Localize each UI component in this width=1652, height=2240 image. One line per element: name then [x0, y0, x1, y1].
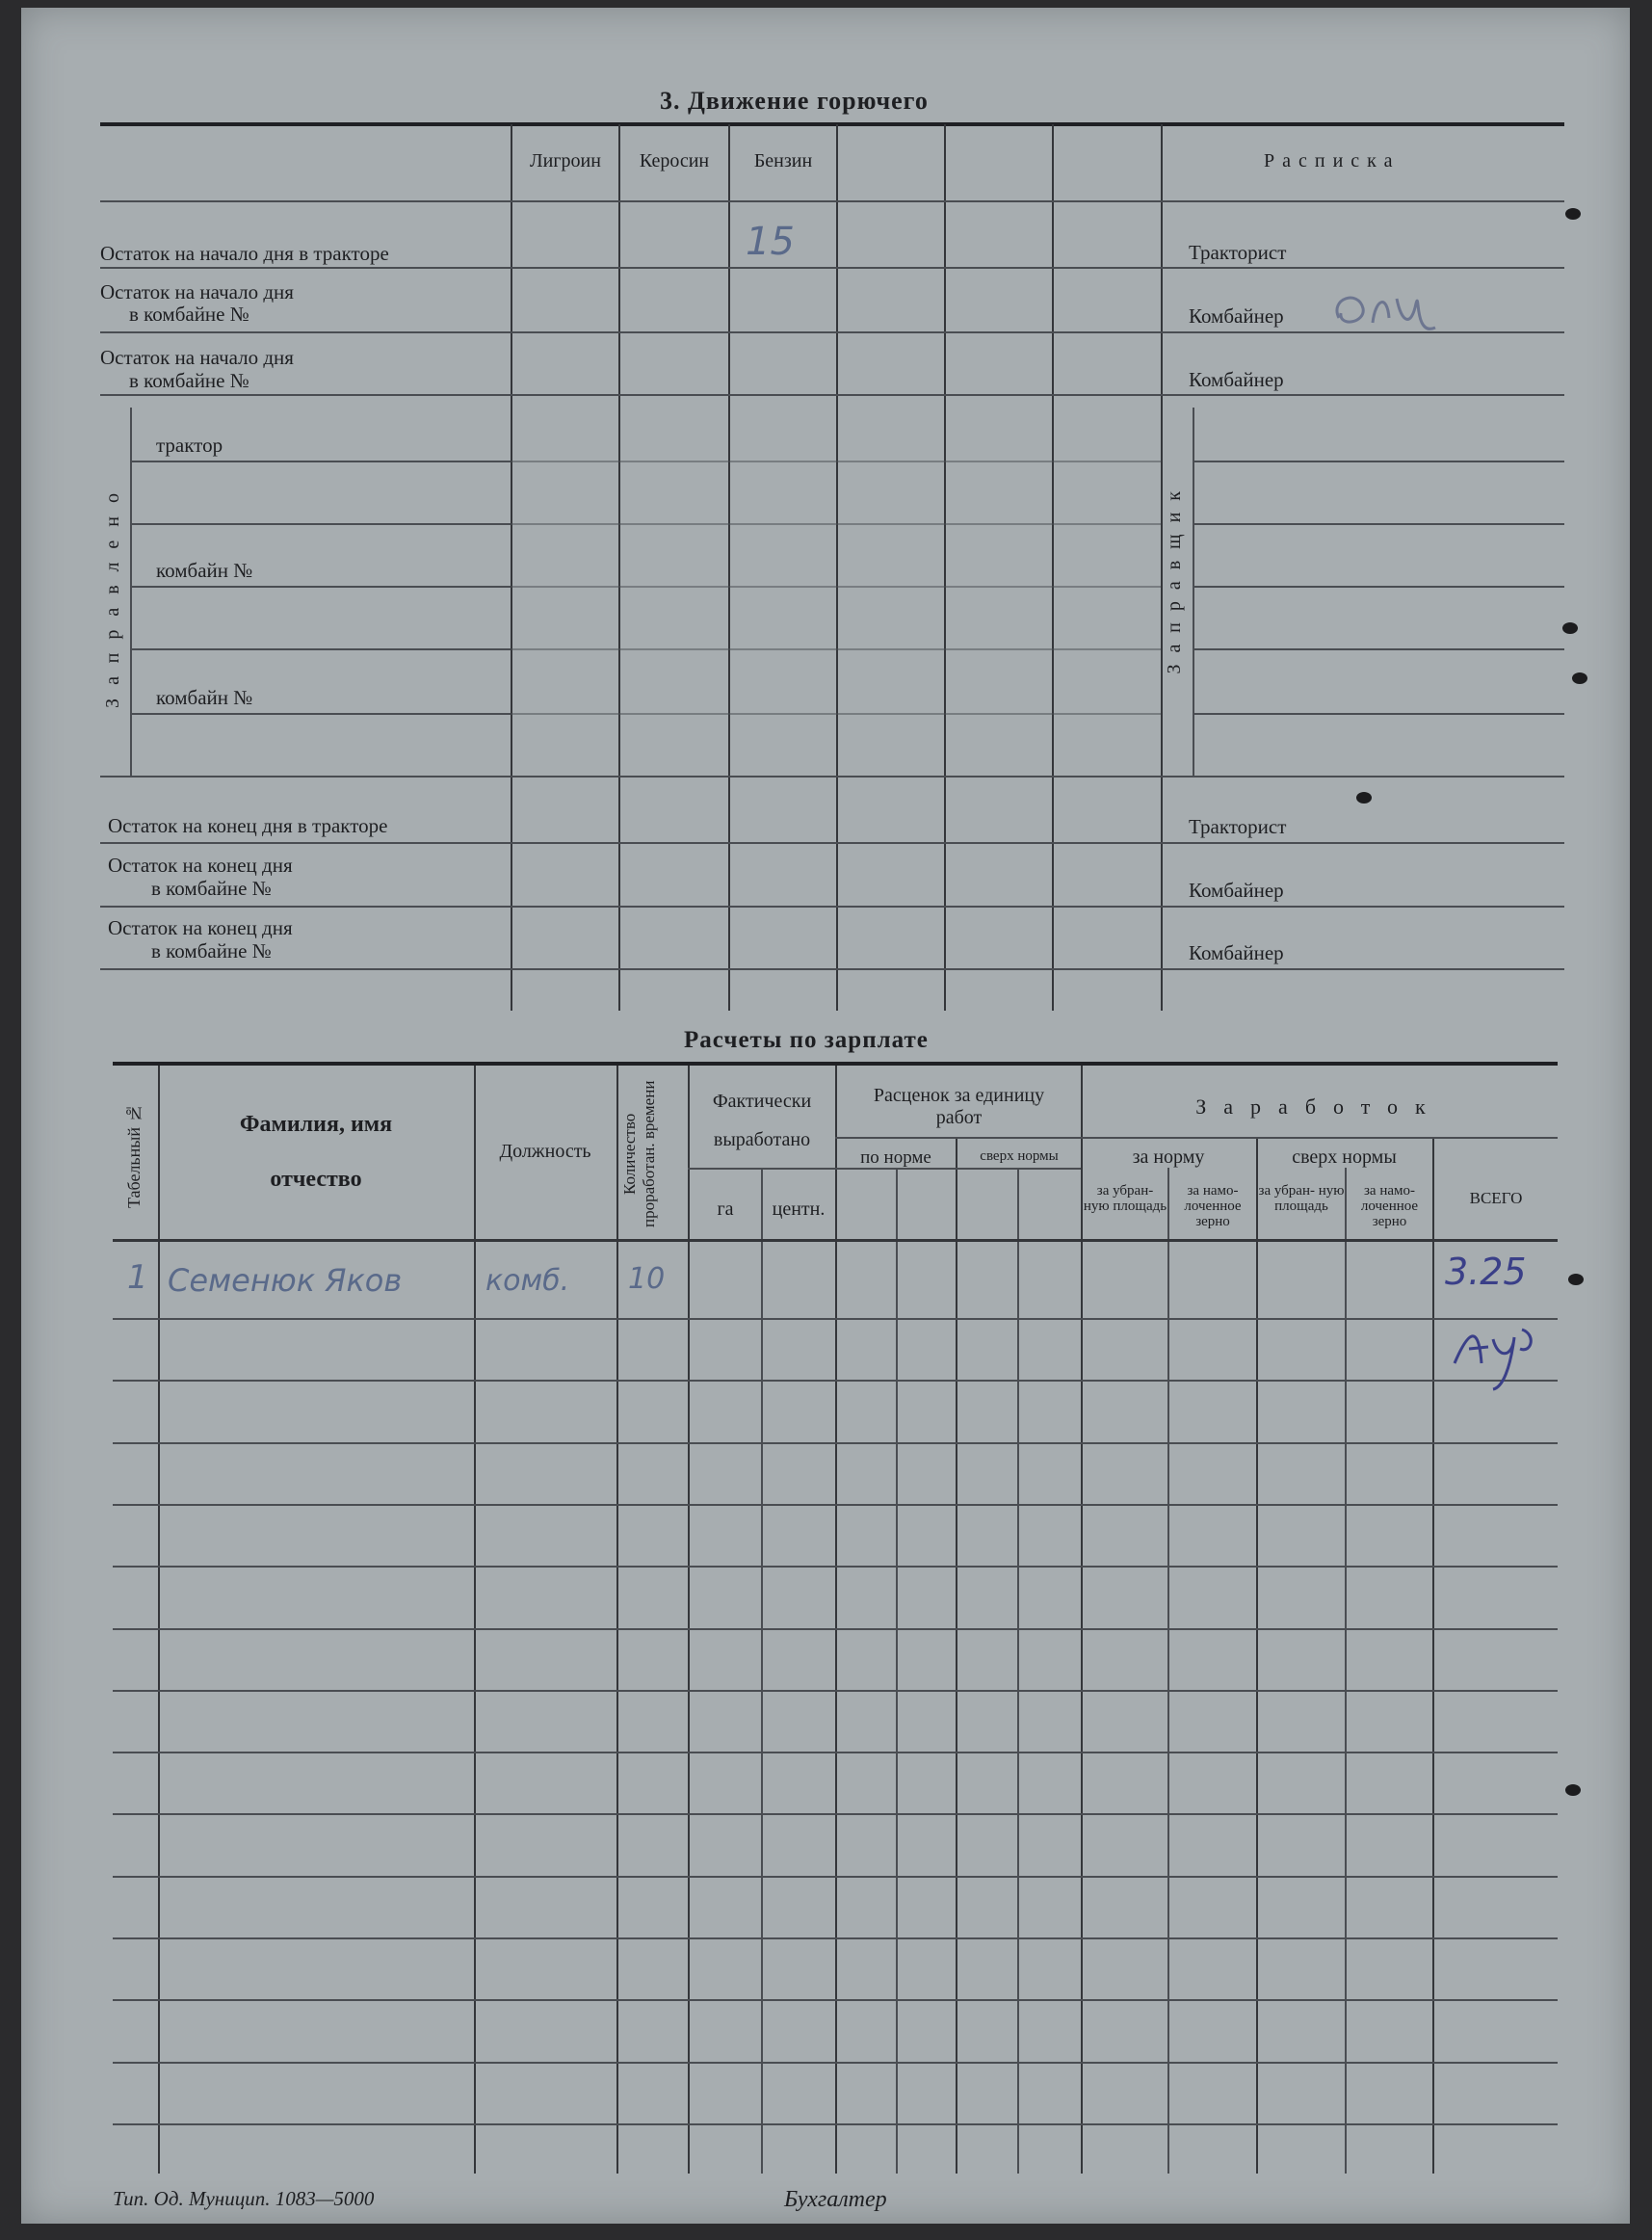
row-label-start-combine-2b: в комбайне № — [129, 369, 249, 392]
salary-row-line — [113, 1813, 1558, 1815]
salary-col-line — [1081, 1066, 1083, 2174]
header-position: Должность — [499, 1141, 591, 1162]
salary-col-line — [474, 1066, 476, 2174]
fuel-row-line — [1193, 713, 1564, 715]
salary-col-line — [688, 1066, 690, 2174]
header-threshed-grain: за намо- лоченное зерно — [1184, 1183, 1242, 1229]
fuel-row-line — [130, 461, 511, 462]
receipt-combiner-2-end: Комбайнер — [1189, 941, 1284, 964]
header-harvested-area: за убран- ную площадь — [1083, 1183, 1167, 1214]
accountant-label: Бухгалтер — [784, 2187, 887, 2212]
header-over-norm: сверх нормы — [980, 1148, 1059, 1164]
fuel-row-line — [1193, 461, 1564, 462]
fuel-row-line — [100, 968, 1564, 970]
row-label-refuel-combine-1: комбайн № — [156, 559, 253, 582]
header-earnings: Заработок — [1195, 1094, 1443, 1119]
column-header-kerosene: Керосин — [639, 150, 710, 171]
header-centn: центн. — [772, 1199, 826, 1220]
fuel-cell-line — [511, 586, 1161, 588]
fuel-row-line — [1193, 523, 1564, 525]
header-name-a: Фамилия, имя — [239, 1112, 393, 1137]
salary-header-bottom-rule — [113, 1239, 1558, 1242]
row-label-end-combine-1a: Остаток на конец дня — [108, 854, 293, 877]
salary-row-line — [113, 1318, 1558, 1320]
fuel-cell-line — [511, 713, 1161, 715]
salary-section-title: Расчеты по зарплате — [684, 1027, 929, 1053]
header-actual-a: Фактически — [712, 1091, 812, 1112]
handwritten-benzin-value: 15 — [746, 220, 795, 264]
header-over-norm-2: сверх нормы — [1292, 1146, 1397, 1168]
fuel-row-line — [100, 906, 1564, 908]
fuel-section-title: 3. Движение горючего — [660, 87, 929, 115]
header-total: ВСЕГО — [1469, 1189, 1523, 1207]
fuel-col-line — [728, 124, 730, 1011]
fuel-col-line — [618, 124, 620, 1011]
header-hours: Количество проработан. времени — [620, 1080, 658, 1228]
fuel-col-line — [1052, 124, 1054, 1011]
row1-name: Семенюк Яков — [168, 1262, 403, 1299]
receipt-tractorist-start: Тракторист — [1189, 241, 1287, 264]
fuel-cell-line — [511, 461, 1161, 462]
salary-row-line — [113, 2123, 1558, 2125]
receipt-header: Расписка — [1264, 150, 1401, 171]
row-label-end-tractor: Остаток на конец дня в тракторе — [108, 814, 388, 837]
salary-header-subrule — [688, 1168, 835, 1170]
salary-row-line — [113, 1504, 1558, 1506]
fuel-row-line — [1193, 648, 1564, 650]
receipt-tractorist-end: Тракторист — [1189, 815, 1287, 838]
salary-row-line — [113, 1628, 1558, 1630]
salary-col-line — [1256, 1137, 1258, 2174]
fuel-row-line — [100, 394, 1564, 396]
binder-hole — [1562, 622, 1578, 634]
row-label-refuel-tractor: трактор — [156, 434, 223, 457]
refueled-vertical-label: Заправлено — [102, 480, 123, 708]
fuel-col-line — [511, 124, 512, 1011]
header-rate-a: Расценок за единицу — [873, 1085, 1045, 1106]
salary-row-line — [113, 1690, 1558, 1692]
salary-col-line — [835, 1066, 837, 2174]
receipt-combiner-1-end: Комбайнер — [1189, 879, 1284, 902]
binder-hole — [1568, 1274, 1584, 1285]
row-label-end-combine-2a: Остаток на конец дня — [108, 916, 293, 939]
column-header-benzin: Бензин — [753, 150, 813, 171]
binder-hole — [1565, 1784, 1581, 1796]
salary-col-line — [1432, 1137, 1434, 2174]
salary-col-line — [616, 1066, 618, 2174]
row1-tab-no: 1 — [127, 1258, 148, 1297]
fuel-header-rule — [100, 200, 1564, 202]
fuel-row-line — [100, 267, 1564, 269]
salary-row-line — [113, 1937, 1558, 1939]
salary-row-line — [113, 1380, 1558, 1382]
fuel-cell-line — [511, 523, 1161, 525]
refueled-bracket-line — [130, 408, 132, 776]
salary-row-line — [113, 1442, 1558, 1444]
fuel-row-line — [1193, 586, 1564, 588]
row-label-start-combine-1a: Остаток на начало дня — [100, 280, 294, 303]
header-actual-b: выработано — [713, 1129, 811, 1150]
receipt-combiner-2-start: Комбайнер — [1189, 368, 1284, 391]
row1-total: 3.25 — [1445, 1251, 1527, 1293]
salary-row-line — [113, 1752, 1558, 1753]
fuel-col-line — [1161, 124, 1163, 1011]
salary-row-line — [113, 1566, 1558, 1568]
binder-hole — [1356, 792, 1372, 804]
row1-hours: 10 — [628, 1262, 666, 1296]
refueler-bracket-line — [1193, 408, 1194, 776]
header-rate-b: работ — [935, 1107, 983, 1128]
fuel-row-line — [130, 523, 511, 525]
fuel-col-line — [836, 124, 838, 1011]
salary-row-line — [113, 1999, 1558, 2001]
column-header-ligroin: Лигроин — [530, 150, 601, 171]
printer-imprint: Тип. Од. Муницип. 1083—5000 — [113, 2187, 375, 2210]
row-label-start-combine-1b: в комбайне № — [129, 303, 249, 326]
salary-row-line — [113, 2062, 1558, 2064]
row-label-start-combine-2a: Остаток на начало дня — [100, 346, 294, 369]
fuel-row-line — [130, 586, 511, 588]
fuel-row-line — [100, 776, 1564, 777]
salary-header-subrule — [1081, 1137, 1558, 1139]
salary-col-line — [158, 1066, 160, 2174]
row1-total-signature — [1445, 1320, 1551, 1397]
document-sheet — [21, 8, 1630, 2224]
fuel-row-line — [130, 648, 511, 650]
fuel-col-line — [944, 124, 946, 1011]
header-threshed-grain-2: за намо- лоченное зерно — [1360, 1183, 1419, 1229]
refueler-vertical-label: Заправщик — [1164, 480, 1185, 674]
row-label-end-combine-2b: в комбайне № — [151, 939, 272, 962]
handwritten-signature — [1320, 279, 1464, 347]
header-tab-no: Табельный № — [124, 1103, 144, 1209]
row-label-refuel-combine-2: комбайн № — [156, 686, 253, 709]
binder-hole — [1565, 208, 1581, 220]
receipt-combiner-1-start: Комбайнер — [1189, 304, 1284, 328]
header-for-norm: за норму — [1132, 1146, 1205, 1168]
row1-position: комб. — [485, 1264, 570, 1298]
fuel-row-line — [130, 713, 511, 715]
salary-row-line — [113, 1876, 1558, 1878]
row-label-end-combine-1b: в комбайне № — [151, 877, 272, 900]
binder-hole — [1572, 672, 1587, 684]
fuel-row-line — [100, 842, 1564, 844]
header-by-norm: по норме — [860, 1147, 931, 1168]
fuel-top-rule — [100, 122, 1564, 126]
row-label-start-tractor: Остаток на начало дня в тракторе — [100, 242, 389, 265]
salary-col-line — [956, 1137, 957, 2174]
header-name-b: отчество — [270, 1167, 362, 1192]
salary-header-subrule — [835, 1137, 1081, 1139]
fuel-cell-line — [511, 648, 1161, 650]
header-ha: га — [717, 1199, 734, 1220]
header-harvested-area-2: за убран- ную площадь — [1258, 1183, 1345, 1214]
